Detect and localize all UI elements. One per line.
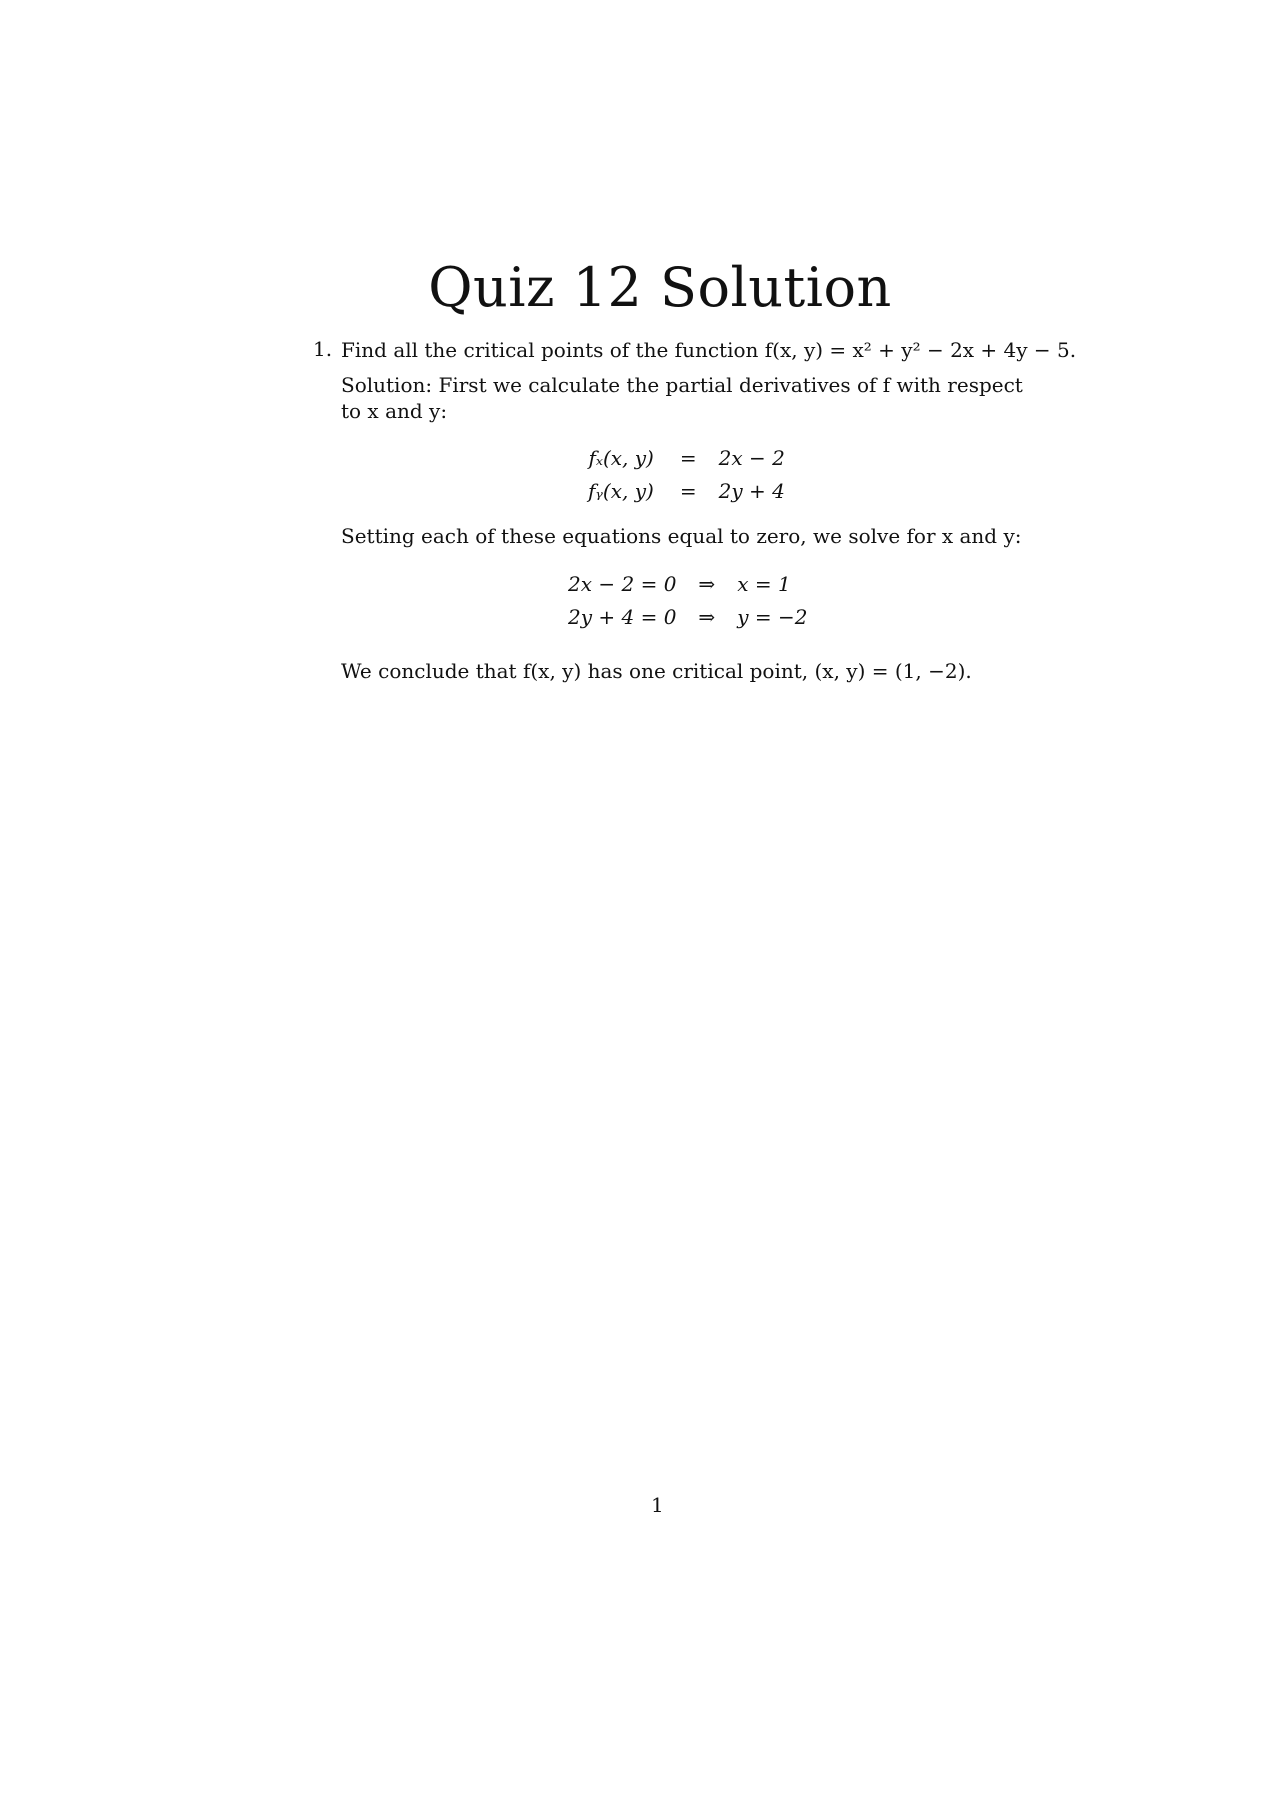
problem-number: 1.	[313, 337, 333, 361]
solve-y-rel: ⇒	[698, 605, 716, 629]
partial-y-lhs: fᵧ(x, y)	[588, 479, 654, 503]
solve-y-lhs: 2y + 4 = 0	[568, 605, 677, 629]
solve-row-y	[568, 601, 807, 634]
partial-row-x	[588, 442, 785, 475]
solve-row-x	[568, 568, 807, 601]
solve-y-rhs: y = −2	[737, 605, 808, 629]
partial-x-rel: =	[679, 446, 697, 470]
partial-derivatives-block	[588, 442, 785, 508]
partial-x-lhs: fₓ(x, y)	[588, 446, 654, 470]
page-title: Quiz 12 Solution	[428, 256, 892, 319]
partial-y-rel: =	[679, 479, 697, 503]
problem-statement: Find all the critical points of the function f(x, y) = x² + y² − 2x + 4y − 5.	[341, 338, 1077, 362]
conclusion-text: We conclude that f(x, y) has one critical point, (x, y) = (1, −2).	[341, 659, 972, 683]
setting-text: Setting each of these equations equal to zero, we solve for x and y:	[341, 524, 1022, 548]
partial-row-y	[588, 475, 785, 508]
solve-block	[568, 568, 807, 634]
partial-y-rhs: 2y + 4	[718, 479, 785, 503]
page-number: 1	[651, 1493, 664, 1517]
solve-x-rhs: x = 1	[737, 572, 791, 596]
solve-x-rel: ⇒	[698, 572, 716, 596]
partial-x-rhs: 2x − 2	[718, 446, 785, 470]
solution-intro: Solution: First we calculate the partial derivatives of f with respect to x and y:	[341, 373, 1023, 423]
solve-x-lhs: 2x − 2 = 0	[568, 572, 677, 596]
